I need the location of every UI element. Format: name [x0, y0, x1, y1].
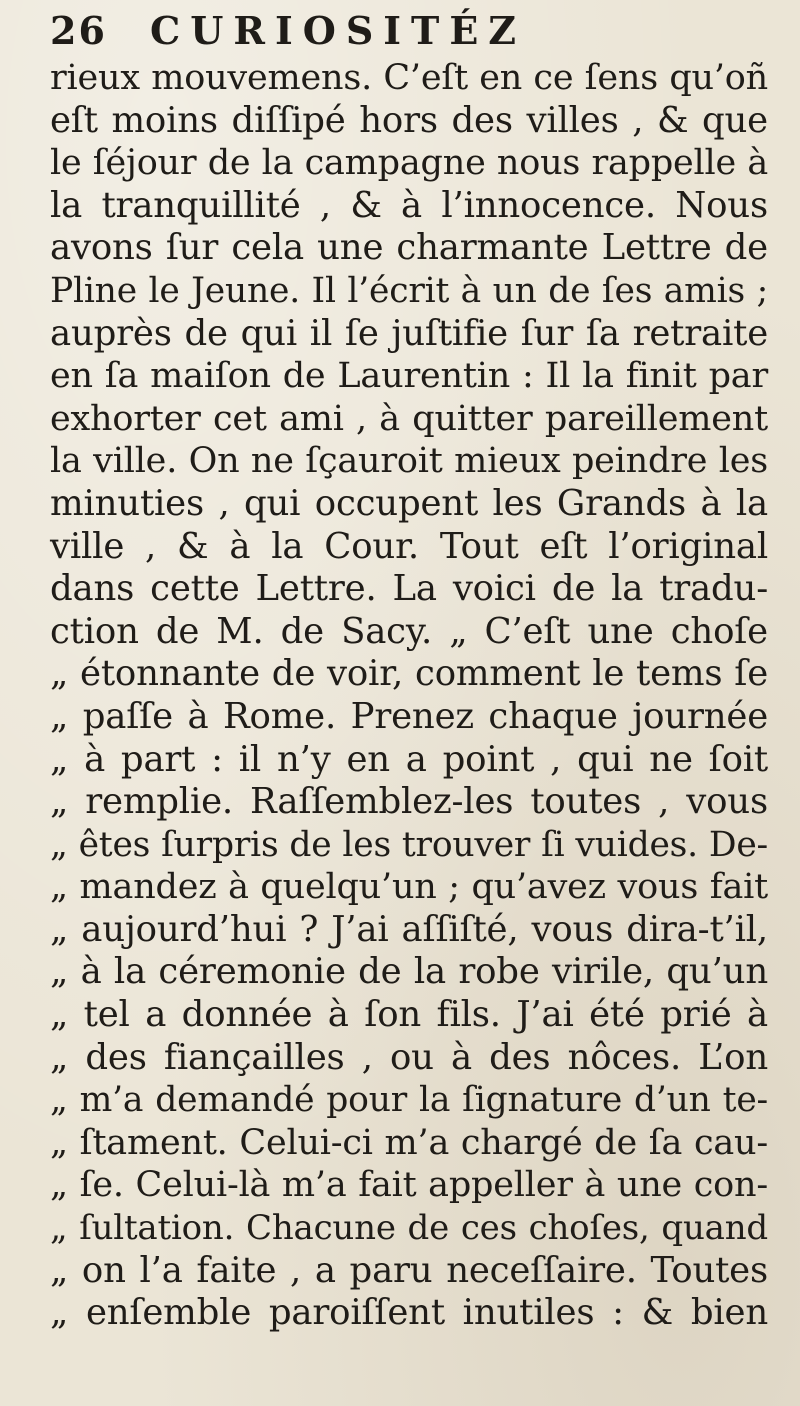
text-line: „ à part : il n’y en a point , qui ne ſoit	[50, 738, 768, 780]
text-line: „ m’a demandé pour la ſignature d’un te-	[50, 1080, 768, 1121]
text-line: „ tel a donnée à ſon fils. J’ai été prié à	[50, 994, 768, 1036]
text-line: dans cette Lettre. La voici de la tradu-	[50, 568, 768, 610]
text-line: eſt moins diſſipé hors des villes , & que	[50, 99, 768, 141]
text-line: exhorter cet ami , à quitter pareillement	[50, 398, 768, 439]
text-line: ville , & à la Cour. Tout eſt l’original	[50, 525, 768, 567]
text-line: „ aujourd’hui ? J’ai aſſiſté, vous dira-t’il,	[50, 908, 768, 950]
text-line: la ville. On ne ſçauroit mieux peindre les	[50, 441, 768, 482]
text-line: rieux mouvemens. C’eſt en ce ſens qu’oñ	[50, 58, 768, 98]
text-line: la tranquillité , & à l’innocence. Nous	[50, 184, 768, 226]
text-line: Pline le Jeune. Il l’écrit à un de ſes amis ;	[50, 270, 768, 311]
text-line: le ſéjour de la campagne nous rappelle à	[50, 143, 768, 184]
text-line: „ à la céremonie de la robe virile, qu’un	[50, 951, 768, 993]
text-line: „ ſtament. Celui-ci m’a chargé de ſa cau-	[50, 1122, 768, 1163]
text-line: en ſa maiſon de Laurentin : Il la finit par	[50, 356, 768, 397]
text-line: „ enſemble paroiſſent inutiles : & bien	[50, 1292, 768, 1334]
text-line: minuties , qui occupent les Grands à la	[50, 482, 768, 524]
text-line: „ des fiançailles , ou à des nôces. L’on	[50, 1036, 768, 1078]
page-number: 26	[50, 8, 107, 53]
running-title: CURIOSITÉZ	[150, 8, 527, 53]
text-line: „ étonnante de voir, comment le tems ſe	[50, 653, 768, 695]
text-line: „ on l’a faite , a paru neceſſaire. Toutes	[50, 1249, 768, 1291]
text-line: „ êtes ſurpris de les trouver ſi vuides. De-	[50, 824, 768, 865]
body-text	[50, 57, 768, 1335]
text-line: „ ſe. Celui-là m’a fait appeller à une con-	[50, 1165, 768, 1206]
text-line: avons ſur cela une charmante Lettre de	[50, 227, 768, 269]
text-line: auprès de qui il ſe juſtifie ſur ſa retraite	[50, 312, 768, 354]
text-line: „ ſultation. Chacune de ces choſes, quand	[50, 1208, 768, 1249]
text-line: „ paſſe à Rome. Prenez chaque journée	[50, 695, 768, 737]
page-header	[50, 8, 770, 56]
text-line: ction de M. de Sacy. „ C’eſt une choſe	[50, 610, 768, 652]
text-line: „ mandez à quelqu’un ; qu’avez vous fait	[50, 867, 768, 908]
text-line: „ remplie. Raſſemblez-les toutes , vous	[50, 781, 768, 823]
